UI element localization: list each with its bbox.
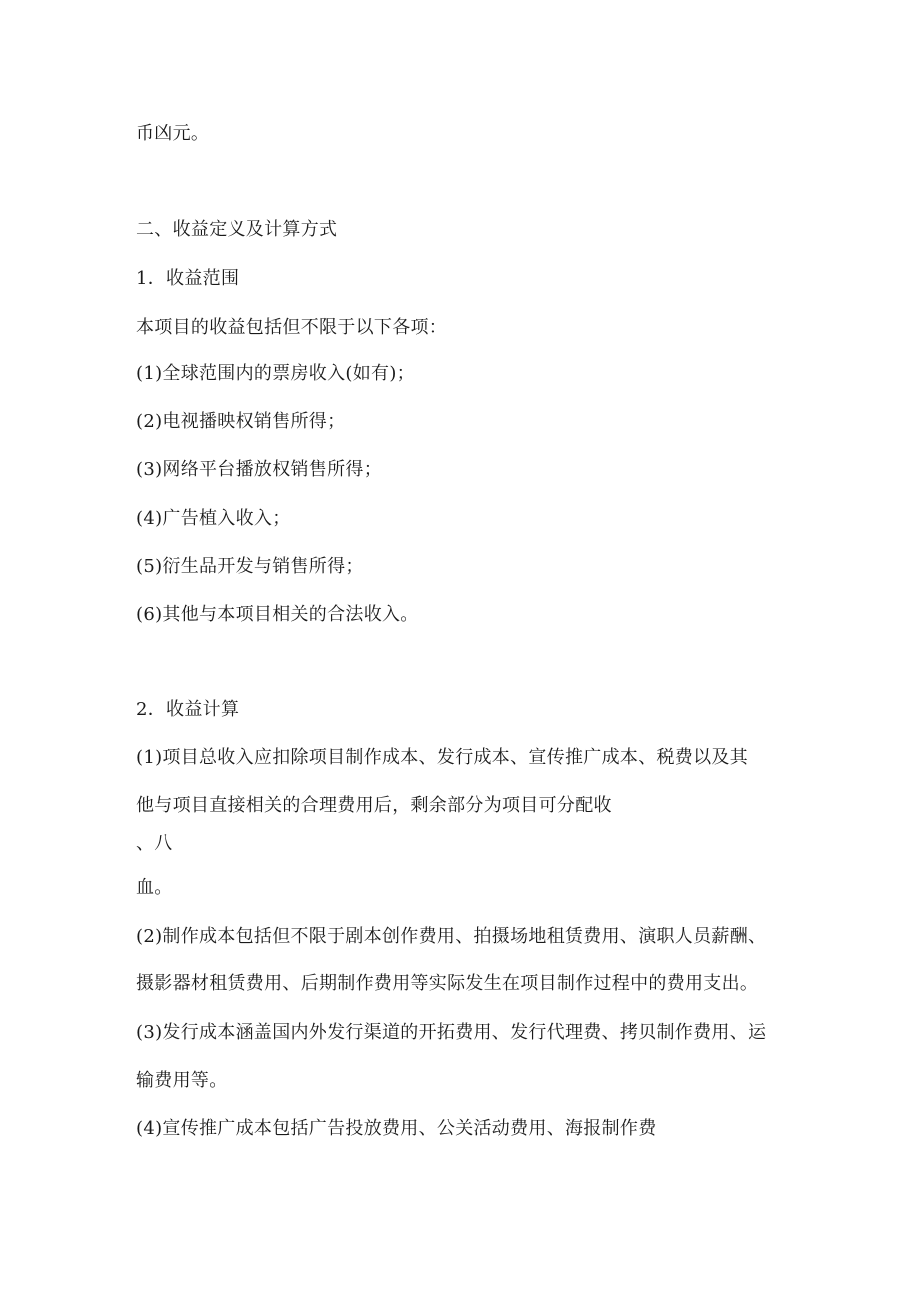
subheading-revenue-scope: 1．收益范围 (136, 268, 240, 289)
text-line-currency-fragment: 币凶元。 (136, 123, 210, 144)
paragraph-calc-3-line-2: 输费用等。 (136, 1070, 228, 1091)
list-item-other-income: (6)其他与本项目相关的合法收入。 (136, 604, 419, 625)
list-item-tv-rights: (2)电视播映权销售所得； (136, 411, 346, 432)
paragraph-calc-1-line-1: (1)项目总收入应扣除项目制作成本、发行成本、宣传推广成本、税费以及其 (136, 747, 748, 768)
list-item-box-office: (1)全球范围内的票房收入(如有)； (136, 363, 415, 384)
text-line-scope-intro: 本项目的收益包括但不限于以下各项： (136, 317, 448, 338)
paragraph-calc-4-line-1: (4)宣传推广成本包括广告投放费用、公关活动费用、海报制作费 (136, 1118, 657, 1139)
text-line-ocr-fragment-2: 血。 (136, 877, 173, 898)
paragraph-calc-2-line-1: (2)制作成本包括但不限于剧本创作费用、拍摄场地租赁费用、演职人员薪酬、 (136, 926, 767, 947)
section-heading-revenue-definition: 二、收益定义及计算方式 (136, 219, 338, 240)
paragraph-calc-2-line-2: 摄影器材租赁费用、后期制作费用等实际发生在项目制作过程中的费用支出。 (136, 973, 759, 994)
paragraph-calc-3-line-1: (3)发行成本涵盖国内外发行渠道的开拓费用、发行代理费、拷贝制作费用、运 (136, 1022, 767, 1043)
subheading-revenue-calculation: 2．收益计算 (136, 699, 240, 720)
paragraph-calc-1-line-2: 他与项目直接相关的合理费用后，剩余部分为项目可分配收 (136, 795, 612, 816)
list-item-merchandise: (5)衍生品开发与销售所得； (136, 556, 364, 577)
text-line-ocr-fragment: 、八 (136, 833, 173, 854)
list-item-product-placement: (4)广告植入收入； (136, 508, 291, 529)
list-item-online-rights: (3)网络平台播放权销售所得； (136, 459, 382, 480)
